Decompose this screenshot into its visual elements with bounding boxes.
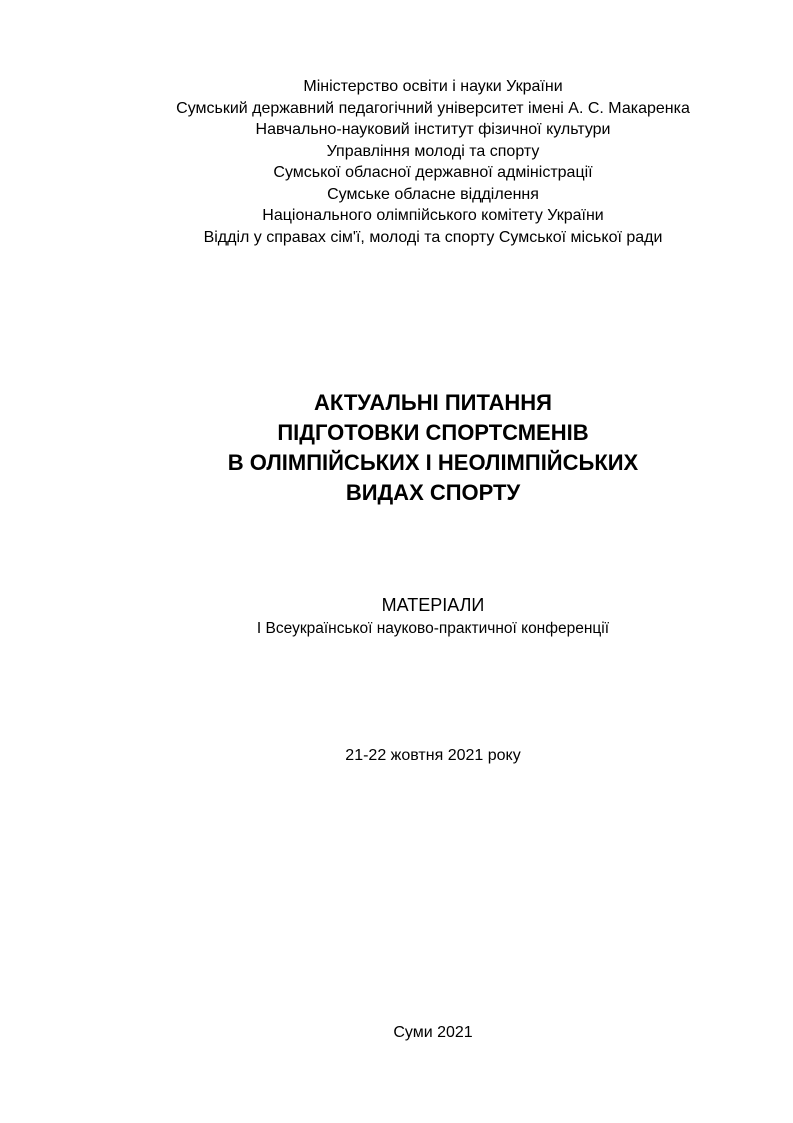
organization-line: Сумської обласної державної адміністрації xyxy=(273,164,593,181)
materials-subtitle: І Всеукраїнської науково-практичної конференції xyxy=(256,620,610,637)
organization-line: Навчально-науковий інститут фізичної культури xyxy=(255,121,611,138)
title-line: В ОЛІМПІЙСЬКИХ І НЕОЛІМПІЙСЬКИХ xyxy=(227,450,639,475)
organization-line: Національного олімпійського комітету України xyxy=(262,207,604,224)
document-title xyxy=(0,388,793,508)
organization-line: Сумський державний педагогічний університет імені А. С. Макаренка xyxy=(176,99,690,117)
organization-line: Управління молоді та спорту xyxy=(326,142,540,160)
event-date: 21-22 жовтня 2021 року xyxy=(345,747,521,764)
organization-line: Міністерство освіти і науки України xyxy=(303,78,563,95)
materials-heading: МАТЕРІАЛИ xyxy=(381,595,485,615)
title-line: ВИДАХ СПОРТУ xyxy=(345,480,521,505)
title-line: ПІДГОТОВКИ СПОРТСМЕНІВ xyxy=(277,420,589,445)
city-year: Суми 2021 xyxy=(393,1024,473,1041)
organization-line: Відділ у справах сім'ї, молоді та спорту Сумської міської ради xyxy=(203,228,663,246)
organization-line: Сумське обласне відділення xyxy=(327,185,539,203)
organizations-block xyxy=(0,76,793,248)
title-line: АКТУАЛЬНІ ПИТАННЯ xyxy=(313,390,552,415)
